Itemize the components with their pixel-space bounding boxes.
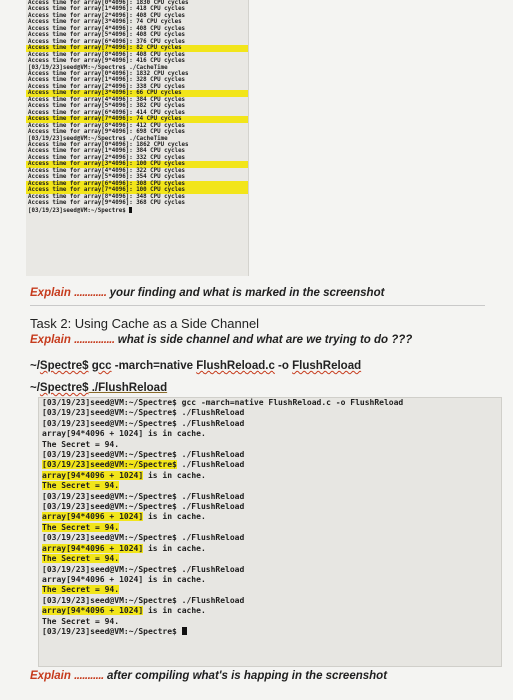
terminal-line [39, 429, 501, 439]
terminal-line [39, 481, 501, 491]
terminal-line: Access time for array[6*4096]: 414 CPU cycles [28, 109, 186, 116]
cursor-icon [182, 627, 187, 635]
terminal-line [39, 460, 501, 470]
terminal-text: ./FlushReload [176, 460, 245, 470]
terminal-line: Access time for array[0*4096]: 1862 CPU cycles [28, 141, 189, 148]
terminal-line: Access time for array[5*4096]: 408 CPU cycles [28, 32, 186, 39]
terminal-line: Access time for array[0*4096]: 1830 CPU cycles [28, 0, 189, 6]
terminal-line: Access time for array[6*4096]: 376 CPU cycles [28, 38, 186, 45]
terminal-line [39, 440, 501, 450]
compile-command [30, 360, 503, 372]
cmd-output-flag: -o [274, 360, 293, 372]
terminal-line: Access time for array[4*4096]: 322 CPU cycles [28, 167, 186, 174]
divider [30, 305, 485, 306]
explain-label: Explain [30, 287, 71, 299]
terminal-text: is in cache. [143, 606, 206, 616]
terminal-line [39, 398, 501, 408]
run-command [30, 382, 503, 394]
terminal-line: Access time for array[9*4096]: 698 CPU cycles [28, 129, 186, 136]
explain-after-compile-line [30, 670, 503, 682]
terminal-line [39, 408, 501, 418]
terminal-line: Access time for array[1*4096]: 384 CPU cycles [28, 148, 186, 155]
highlighted-text: array[94*4096 + 1024] [42, 606, 144, 616]
cmd-dir: Spectre$ [39, 360, 89, 372]
terminal-line [39, 544, 501, 554]
terminal-line: Access time for array[5*4096]: 354 CPU cycles [28, 174, 186, 181]
terminal-line: Access time for array[2*4096]: 408 CPU cycles [28, 12, 186, 19]
terminal-line: Access time for array[4*4096]: 384 CPU cycles [28, 96, 186, 103]
explain-text: after compiling what's is happing in the screenshot [106, 670, 388, 682]
highlighted-text: array[94*4096 + 1024] [42, 543, 144, 553]
task2-explain-line [30, 334, 503, 346]
terminal-text: [03/19/23]seed@VM:~/Spectre$ ./FlushReload [42, 595, 245, 605]
terminal-line [39, 617, 501, 627]
terminal-line: Access time for array[8*4096]: 348 CPU cycles [28, 193, 186, 200]
highlighted-text: array[94*4096 + 1024] [42, 512, 144, 522]
terminal-line: Access time for array[7*4096]: 82 CPU cycles [26, 45, 248, 51]
terminal-line [39, 585, 501, 595]
explain-dots: ............... [74, 334, 115, 346]
terminal-line: Access time for array[3*4096]: 100 CPU cycles [26, 161, 248, 167]
terminal-text: [03/19/23]seed@VM:~/Spectre$ ./FlushReload [42, 491, 245, 501]
terminal-text: [03/19/23]seed@VM:~/Spectre$ ./FlushReload [42, 450, 245, 460]
terminal-line: Access time for array[9*4096]: 368 CPU cycles [28, 200, 186, 207]
highlighted-text: The Secret = 94. [42, 554, 120, 564]
terminal-line [39, 419, 501, 429]
terminal-line: Access time for array[1*4096]: 328 CPU cycles [28, 77, 186, 84]
terminal-line: [03/19/23]seed@VM:~/Spectre$ ./CacheTime [28, 135, 168, 142]
terminal-line [39, 554, 501, 564]
explain-label: Explain [30, 670, 71, 682]
terminal-line [39, 471, 501, 481]
terminal-text: is in cache. [143, 470, 206, 480]
terminal-text: is in cache. [143, 543, 206, 553]
terminal-line: Access time for array[2*4096]: 338 CPU cycles [28, 83, 186, 90]
terminal-line [39, 533, 501, 543]
terminal-text: [03/19/23]seed@VM:~/Spectre$ ./FlushReload [42, 533, 245, 543]
terminal-text: [03/19/23]seed@VM:~/Spectre$ ./FlushReload [42, 564, 245, 574]
terminal-text: [03/19/23]seed@VM:~/Spectre$ ./FlushReload [42, 502, 245, 512]
explain-finding-line [30, 287, 503, 299]
explain-dots: ........... [74, 670, 104, 682]
terminal-line [39, 502, 501, 512]
terminal-text: [03/19/23]seed@VM:~/Spectre$ ./FlushReload [42, 408, 245, 418]
terminal-line [39, 450, 501, 460]
terminal-text: [03/19/23]seed@VM:~/Spectre$ ./FlushReload [42, 418, 245, 428]
terminal-line: Access time for array[5*4096]: 382 CPU cycles [28, 103, 186, 110]
task2-title: Task 2: Using Cache as a Side Channel [30, 316, 260, 331]
terminal-text: [03/19/23]seed@VM:~/Spectre$ gcc -march=native FlushReload.c -o FlushReload [42, 398, 404, 407]
highlighted-text: [03/19/23]seed@VM:~/Spectre$ [42, 460, 177, 470]
cmd-source-file: FlushReload.c [196, 360, 275, 372]
explain-dots: ............ [74, 287, 107, 299]
terminal-text: array[94*4096 + 1024] is in cache. [42, 429, 206, 439]
highlighted-text: The Secret = 94. [42, 522, 120, 532]
terminal-line: [03/19/23]seed@VM:~/Spectre$ [26, 207, 248, 214]
terminal-line [39, 492, 501, 502]
terminal-line: Access time for array[4*4096]: 408 CPU cycles [28, 25, 186, 32]
terminal-line [39, 596, 501, 606]
terminal-line: [03/19/23]seed@VM:~/Spectre$ ./CacheTime [28, 64, 168, 71]
terminal-text: is in cache. [143, 512, 206, 522]
cmd-prefix: ~/ [30, 382, 40, 394]
terminal-line [39, 575, 501, 585]
highlighted-text: The Secret = 94. [42, 585, 120, 595]
terminal-text: The Secret = 94. [42, 616, 120, 626]
terminal-line [39, 606, 501, 616]
terminal-line: Access time for array[7*4096]: 100 CPU cycles [26, 187, 248, 193]
terminal-line [39, 512, 501, 522]
cmd-dir: Spectre$ [39, 382, 89, 394]
terminal-line: Access time for array[2*4096]: 332 CPU cycles [28, 154, 186, 161]
explain-text: what is side channel and what are we trying to do ??? [117, 334, 413, 346]
highlighted-text: array[94*4096 + 1024] [42, 470, 144, 480]
terminal-line: Access time for array[7*4096]: 74 CPU cycles [26, 116, 248, 122]
cmd-gcc: gcc [91, 360, 112, 372]
cmd-flags: -march=native [111, 360, 197, 372]
explain-text: your finding and what is marked in the screenshot [109, 287, 385, 299]
terminal-line [39, 523, 501, 533]
terminal-line [39, 565, 501, 575]
highlighted-text: The Secret = 94. [42, 481, 120, 491]
explain-label: Explain [30, 334, 71, 346]
terminal-line: Access time for array[3*4096]: 66 CPU cycles [26, 90, 248, 96]
terminal-line [39, 627, 501, 637]
cmd-prefix: ~/ [30, 360, 40, 372]
terminal-line: Access time for array[8*4096]: 412 CPU cycles [28, 122, 186, 129]
cmd-output-name: FlushReload [292, 360, 362, 372]
terminal-text: array[94*4096 + 1024] is in cache. [42, 574, 206, 584]
cmd-run: ./FlushReload [88, 382, 168, 394]
cursor-icon [129, 207, 132, 213]
terminal-text: [03/19/23]seed@VM:~/Spectre$ [42, 626, 182, 636]
terminal-line: Access time for array[9*4096]: 416 CPU cycles [28, 58, 186, 65]
terminal-line: Access time for array[8*4096]: 408 CPU cycles [28, 51, 186, 58]
terminal-screenshot-cachetime [26, 0, 249, 276]
terminal-screenshot-flushreload [38, 397, 502, 667]
terminal-text: The Secret = 94. [42, 439, 120, 449]
terminal-line: Access time for array[1*4096]: 418 CPU cycles [28, 6, 186, 13]
terminal-line: Access time for array[3*4096]: 74 CPU cycles [28, 19, 182, 26]
terminal-line: Access time for array[6*4096]: 308 CPU cycles [26, 181, 248, 187]
terminal-line: Access time for array[0*4096]: 1832 CPU cycles [28, 70, 189, 77]
